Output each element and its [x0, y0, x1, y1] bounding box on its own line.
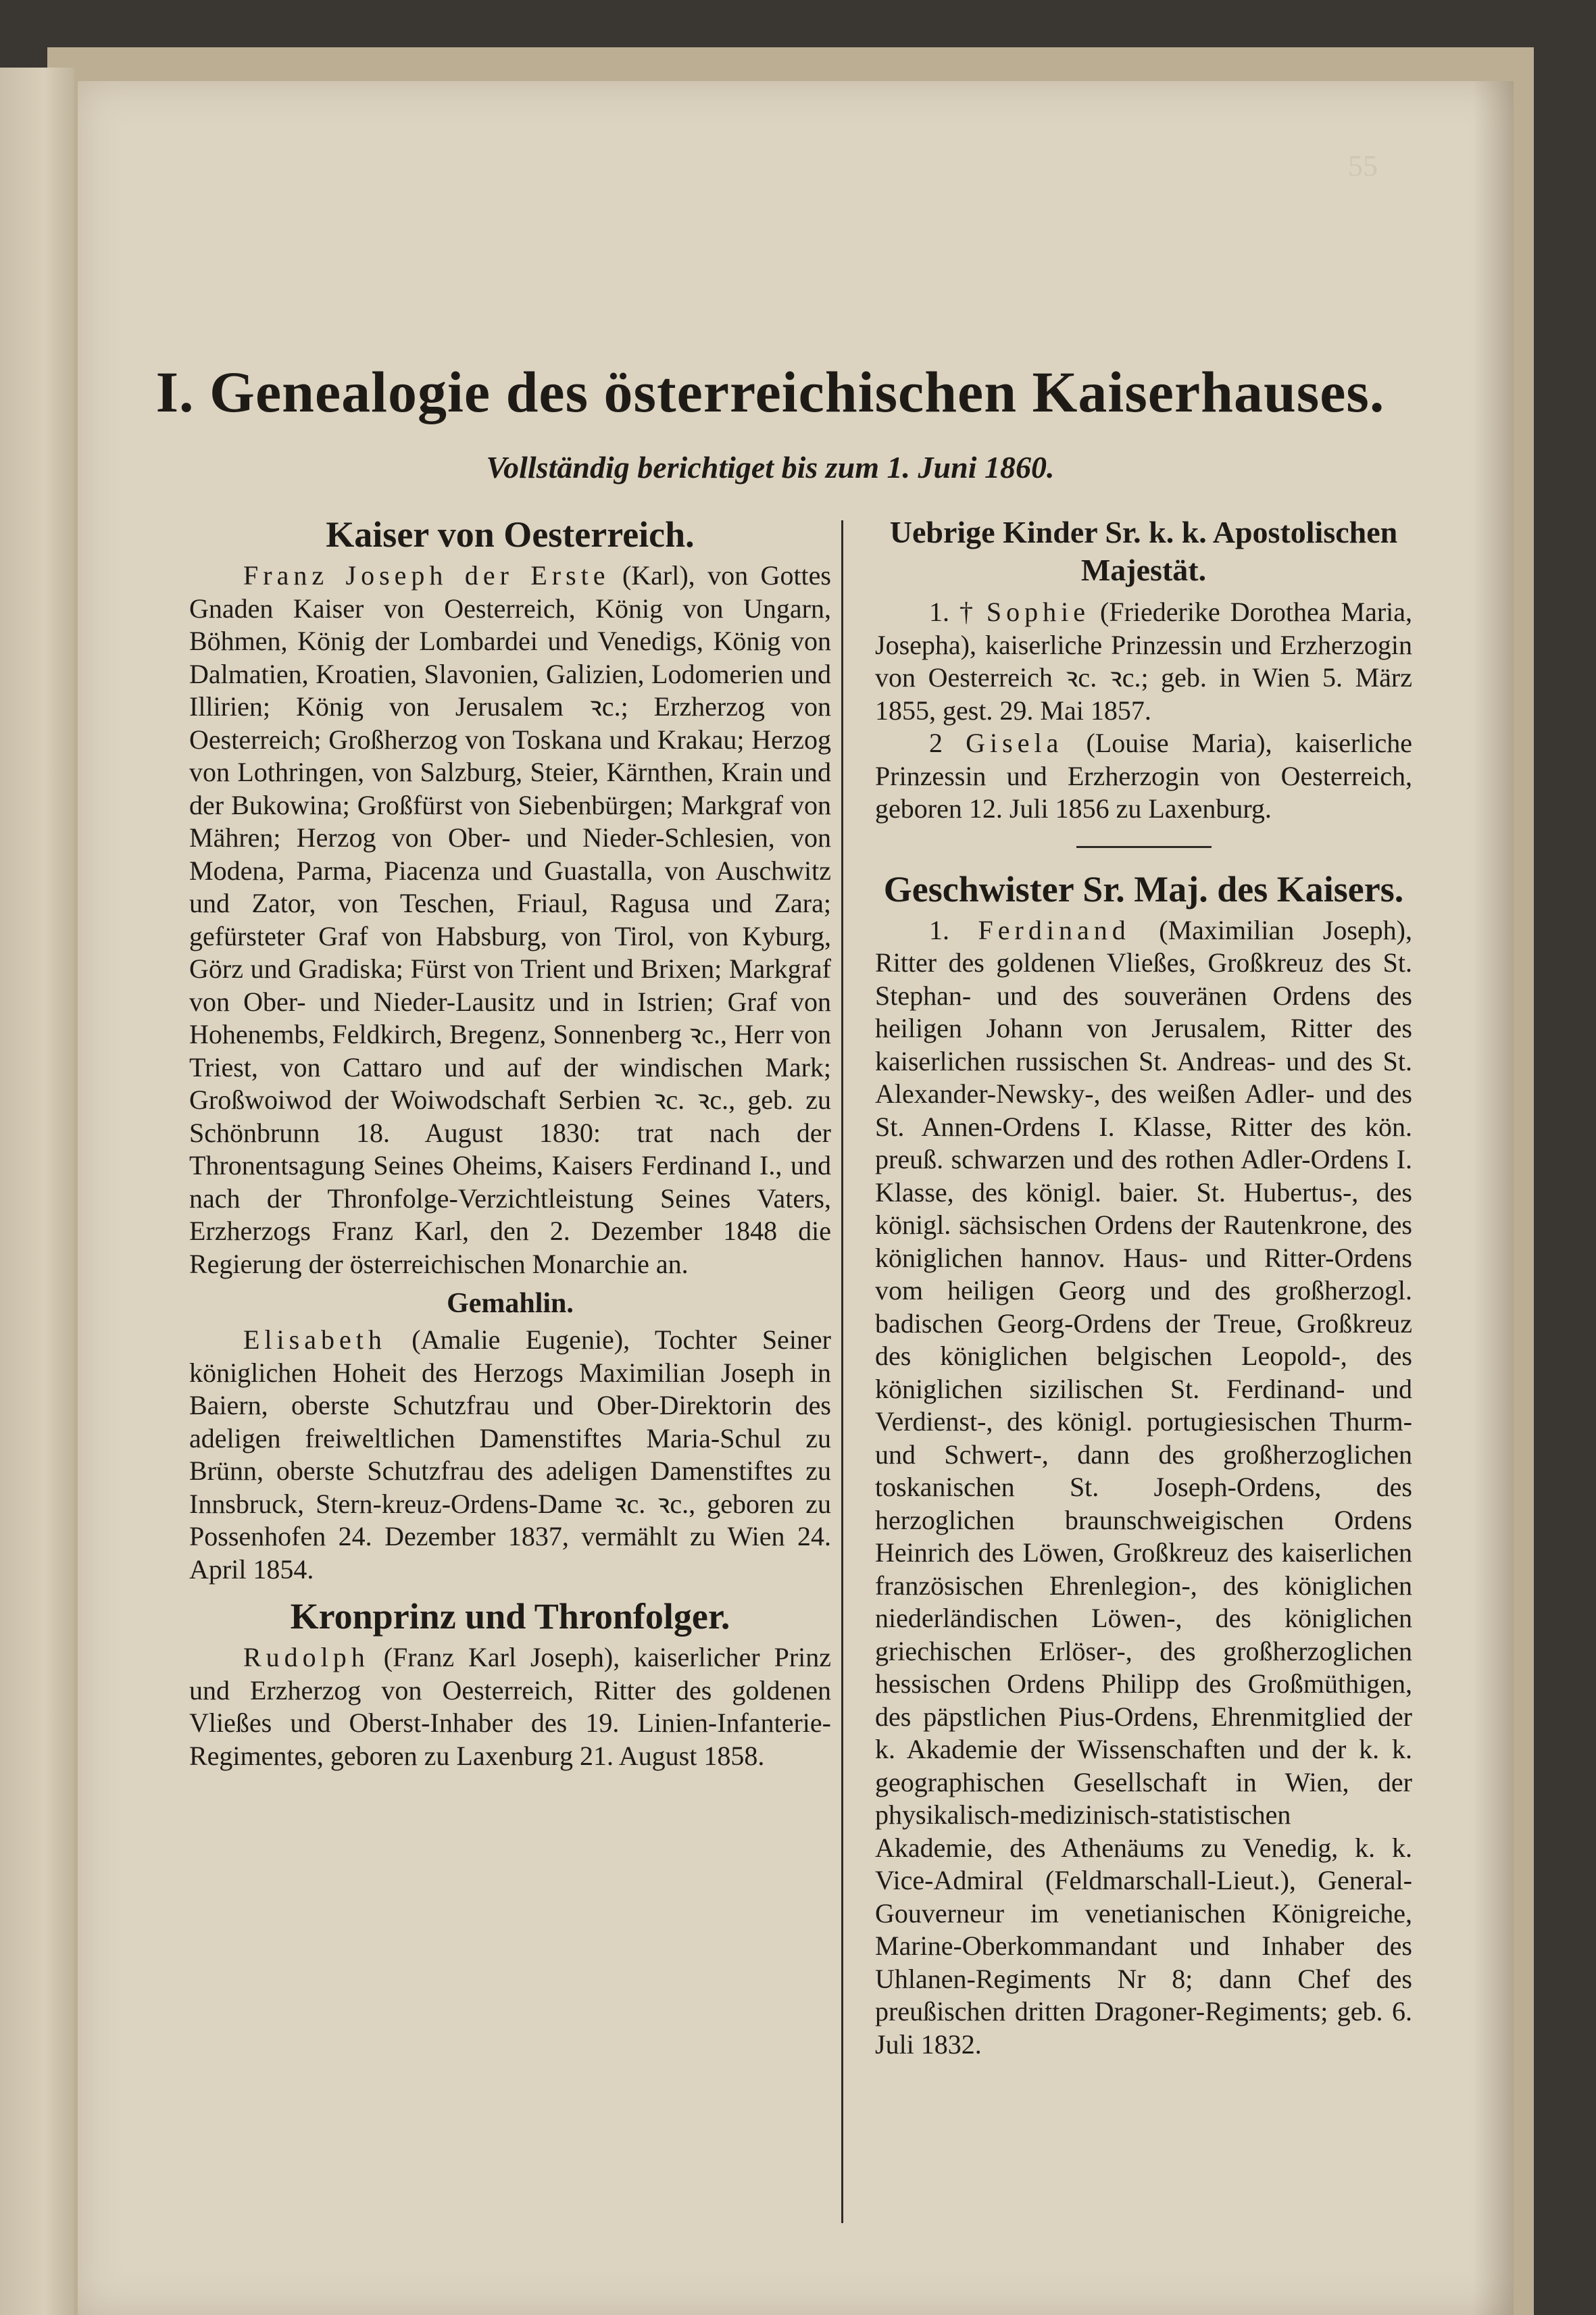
kronprinz-text: (Franz Karl Joseph), kaiserlicher Prinz und Erzherzog von Oesterreich, Ritter des goldenen Vließes und Oberst-Inhaber des 19. Linien-Infanterie-Regimentes, geboren zu Laxenburg 21. August 1858. [189, 1642, 831, 1771]
page-subtitle: Vollständig berichtiget bis zum 1. Juni 1860. [486, 450, 1055, 484]
kind2-name: Gisela [966, 728, 1064, 758]
kronprinz-paragraph [189, 1641, 831, 1772]
gemahlin-paragraph [189, 1324, 831, 1586]
column-divider [841, 520, 843, 2223]
gemahlin-text: (Amalie Eugenie), Tochter Seiner königlichen Hoheit des Herzogs Maximilian Joseph in Baiern, oberste Schutzfrau und Ober-Direktorin des adeligen freiweltlichen Damenstiftes Maria-Schul zu Brünn, oberste Schutzfrau des adeligen Damenstiftes zu Innsbruck, Stern-kreuz-Ordens-Dame ꝛc. ꝛc., geboren zu Possenhofen 24. Dezember 1837, vermählt zu Wien 24. April 1854. [189, 1324, 831, 1585]
page-shadow [1473, 81, 1514, 2315]
ghost-page-number: 55 [1348, 149, 1378, 182]
heading-geschwister: Geschwister Sr. Maj. des Kaisers. [883, 868, 1404, 910]
kind1-paragraph [875, 596, 1412, 727]
kind1-name: Sophie [986, 597, 1091, 627]
left-column [189, 514, 831, 1772]
page [78, 81, 1514, 2315]
kaiser-text: (Karl), von Gottes Gnaden Kaiser von Oesterreich, König von Ungarn, Böhmen, König der Lombardei und Venedigs, König von Dalmatien, Kroatien, Slavonien, Galizien, Lodomerien und Illirien; König von Jerusalem ꝛc.; Erzherzog von Oesterreich; Großherzog von Toskana und Krakau; Herzog von Lothringen, von Salzburg, Steier, Kärnthen, Krain und der Bukowina; Großfürst von Siebenbürgen; Markgraf von Mähren; Herzog von Ober- und Nieder-Schlesien, von Modena, Parma, Piacenza und Guastalla, von Auschwitz und Zator, von Teschen, Friaul, Ragusa und Zara; gefürsteter Graf von Habsburg, von Tirol, von Kyburg, Görz und Gradiska; Fürst von Trient und Brixen; Markgraf von Ober- und Nieder-Lausitz und in Istrien; Graf von Hohenembs, Feldkirch, Bregenz, Sonnenberg ꝛc., Herr von Triest, von Cattaro und auf der windischen Mark; Großwoiwod der Woiwodschaft Serbien ꝛc. ꝛc., geb. zu Schönbrunn 18. August 1830: trat nach der Thronentsagung Seines Oheims, Kaisers Ferdinand I., und nach der Thronfolge-Verzichtleistung Seines Vaters, Erzherzogs Franz Karl, den 2. Dezember 1848 die Regierung der österreichischen Monarchie an. [189, 560, 831, 1279]
gemahlin-name: Elisabeth [243, 1324, 386, 1355]
heading-kaiser: Kaiser von Oesterreich. [326, 514, 695, 555]
kind1-text: (Friederike Dorothea Maria, Josepha), kaiserliche Prinzessin und Erzherzogin von Oesterreich ꝛc. ꝛc.; geb. in Wien 5. März 1855, gest. 29. Mai 1857. [875, 597, 1413, 726]
heading-gemahlin: Gemahlin. [447, 1288, 574, 1319]
geschwister1-name: Ferdinand [978, 914, 1130, 945]
heading-kronprinz: Kronprinz und Thronfolger. [290, 1596, 730, 1637]
page-title: I. Genealogie des österreichischen Kaiserhauses. [155, 359, 1385, 424]
right-column [875, 514, 1412, 2061]
kind2-prefix: 2 [929, 728, 966, 758]
geschwister1-paragraph [875, 914, 1412, 2062]
kind2-paragraph [875, 727, 1412, 826]
geschwister1-text: (Maximilian Joseph), Ritter des goldenen Vließes, Großkreuz des St. Stephan- und des souveränen Ordens des heiligen Johann von Jerusalem, Ritter des kaiserlichen russischen St. Andreas- und des St. Alexander-Newsky-, des weißen Adler- und des St. Annen-Ordens I. Klasse, Ritter des kön. preuß. schwarzen und des rothen Adler-Ordens I. Klasse, des königl. baier. St. Hubertus-, des königl. sächsischen Ordens der Rautenkrone, des königlichen hannov. Haus- und Ritter-Ordens vom heiligen Georg und des großherzogl. badischen Georg-Ordens der Treue, Großkreuz des königlichen belgischen Leopold-, des königlichen sizilischen St. Ferdinand- und Verdienst-, des königl. portugiesischen Thurm- und Schwert-, dann des großherzoglichen toskanischen St. Joseph-Ordens, des herzoglichen braunschweigischen Ordens Heinrich des Löwen, Großkreuz des kaiserlichen französischen Ehrenlegion-, des königlichen niederländischen Löwen-, des königlichen griechischen Erlöser-, des großherzoglichen hessischen Ordens Philipp des Großmüthigen, des päpstlichen Pius-Ordens, Ehrenmitglied der k. Akademie der Wissenschaften und der k. k. geographischen Gesellschaft in Wien, der physikalisch-medizinisch-statistischen Akademie, des Athenäums zu Venedig, k. k. Vice-Admiral (Feldmarschall-Lieut.), General-Gouverneur im venetianischen Königreiche, Marine-Oberkommandant und Inhaber des Uhlanen-Regiments Nr 8; dann Chef des preußischen dritten Dragoner-Regiments; geb. 6. Juli 1832. [875, 914, 1412, 2060]
kind2-text: (Louise Maria), kaiserliche Prinzessin und Erzherzogin von Oesterreich, geboren 12. Juli 1856 zu Laxenburg. [875, 728, 1412, 824]
kaiser-paragraph [189, 559, 831, 1280]
kaiser-name: Franz Joseph der Erste [243, 560, 610, 591]
section-rule [1076, 846, 1212, 848]
heading-kinder: Uebrige Kinder Sr. k. k. Apostolischen Majestät. [889, 515, 1398, 587]
geschwister1-prefix: 1. [929, 914, 978, 945]
kind1-prefix: 1. † [929, 597, 987, 627]
kronprinz-name: Rudolph [243, 1642, 370, 1672]
left-page-edge [0, 68, 74, 2315]
